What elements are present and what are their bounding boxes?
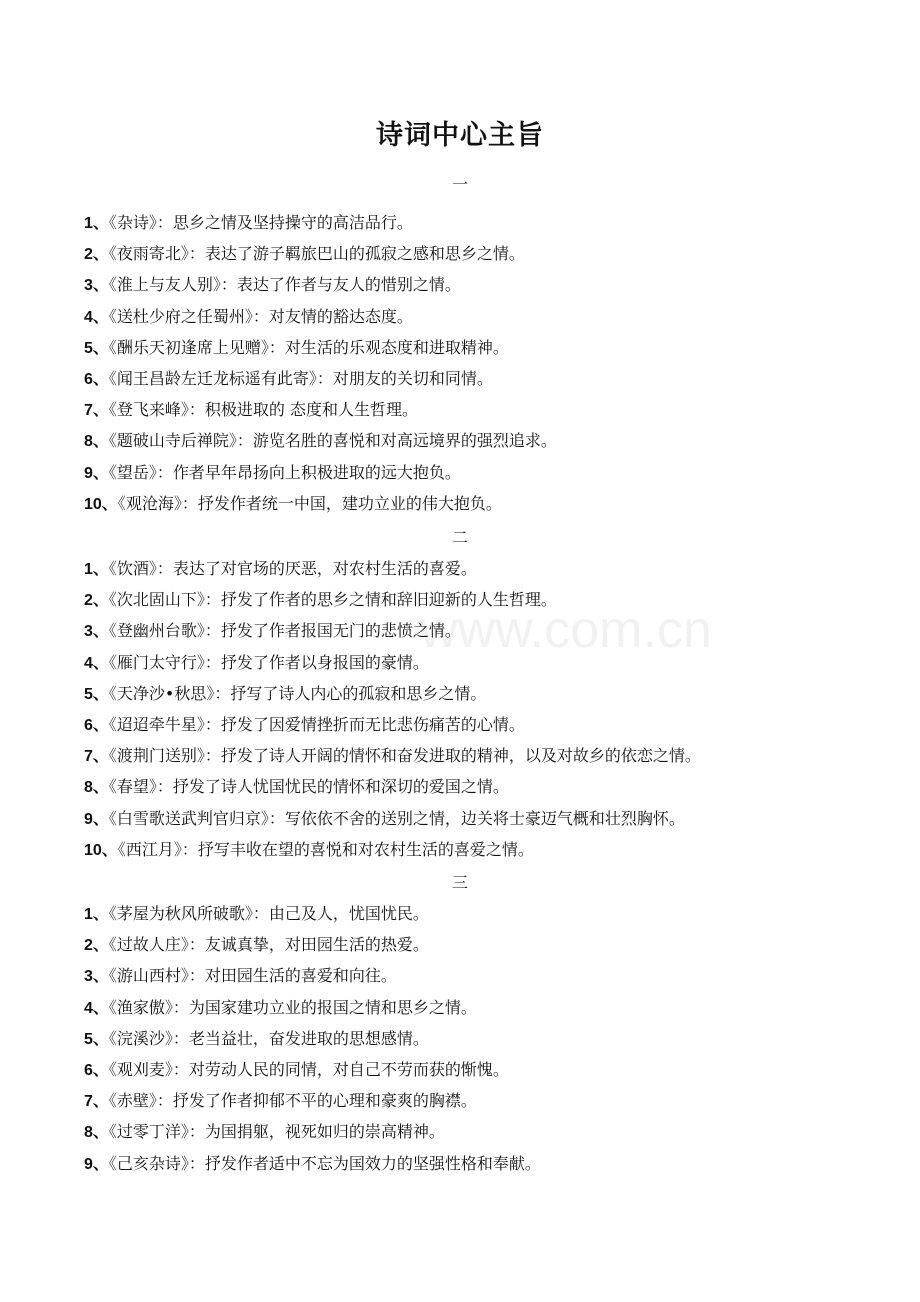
poem-title: 《闻王昌龄左迁龙标遥有此寄》： (108, 369, 333, 388)
theme-text: 为国家建功立业的报国之情和思乡之情。 (188, 998, 477, 1017)
item-number: 10、 (84, 842, 118, 859)
item-number: 9、 (84, 811, 109, 828)
poem-title: 《白雪歌送武判官归京》： (108, 809, 285, 828)
list-item (84, 903, 904, 926)
list-item (84, 745, 904, 768)
item-number: 2、 (84, 937, 109, 954)
list-item (84, 589, 904, 612)
item-number: 4、 (84, 655, 109, 672)
list-item (84, 493, 904, 516)
poem-title: 《西江月》： (117, 840, 198, 859)
list-item (84, 462, 904, 485)
item-number: 8、 (84, 779, 109, 796)
poem-title: 《雁门太守行》： (108, 653, 221, 672)
list-item (84, 1090, 904, 1113)
list-item (84, 212, 904, 235)
theme-text: 抒发了因爱情挫折而无比悲伤痛苦的心情。 (220, 715, 525, 734)
poem-title: 《登幽州台歌》： (108, 621, 221, 640)
item-number: 6、 (84, 1062, 109, 1079)
poem-title: 《迢迢牵牛星》： (108, 715, 221, 734)
section-heading: 三 (451, 873, 468, 892)
item-number: 9、 (84, 465, 109, 482)
page-title: 诗词中心主旨 (376, 120, 544, 151)
item-number: 3、 (84, 968, 109, 985)
theme-text: 对朋友的关切和同情。 (332, 369, 493, 388)
poem-title: 《赤壁》： (108, 1091, 173, 1110)
item-number: 2、 (84, 246, 109, 263)
list-item (84, 652, 904, 675)
item-number: 4、 (84, 309, 109, 326)
poem-title: 《天净沙•秋思》： (108, 684, 231, 703)
theme-text: 对生活的乐观态度和进取精神。 (284, 338, 509, 357)
poem-title: 《登飞来峰》： (108, 400, 205, 419)
theme-text: 对田园生活的喜爱和向往。 (204, 966, 397, 985)
item-number: 5、 (84, 1031, 109, 1048)
theme-text: 抒发了诗人开阔的情怀和奋发进取的精神，以及对故乡的依恋之情。 (220, 746, 701, 765)
list-item (84, 430, 904, 453)
theme-text: 友诚真挚，对田园生活的热爱。 (204, 935, 429, 954)
theme-text: 抒写了诗人内心的孤寂和思乡之情。 (230, 684, 487, 703)
poem-title: 《饮酒》： (108, 559, 173, 578)
item-number: 6、 (84, 717, 109, 734)
theme-text: 抒发了作者报国无门的悲愤之情。 (220, 621, 461, 640)
theme-text: 抒写丰收在望的喜悦和对农村生活的喜爱之情。 (197, 840, 534, 859)
poem-title: 《茅屋为秋风所破歌》： (108, 904, 269, 923)
theme-text: 表达了游子羁旅巴山的孤寂之感和思乡之情。 (204, 244, 525, 263)
theme-text: 表达了作者与友人的惜别之情。 (236, 275, 461, 294)
poem-title: 《过零丁洋》： (108, 1122, 205, 1141)
poem-title: 《游山西村》： (108, 966, 205, 985)
poem-title: 《次北固山下》： (108, 590, 221, 609)
section-heading: 一 (451, 175, 468, 194)
list-item (84, 934, 904, 957)
poem-title: 《望岳》： (108, 463, 173, 482)
poem-title: 《观沧海》： (117, 494, 198, 513)
poem-title: 《过故人庄》： (108, 935, 205, 954)
list-item (84, 337, 904, 360)
list-item (84, 368, 904, 391)
item-number: 1、 (84, 561, 109, 578)
theme-text: 老当益壮，奋发进取的思想感情。 (188, 1029, 429, 1048)
list-item (84, 558, 904, 581)
theme-text: 由己及人，忧国忧民。 (268, 904, 429, 923)
poem-title: 《题破山寺后禅院》： (108, 431, 253, 450)
item-number: 1、 (84, 906, 109, 923)
section-heading: 二 (451, 528, 468, 547)
list-item (84, 1153, 904, 1176)
theme-text: 思乡之情及坚持操守的高洁品行。 (172, 213, 413, 232)
theme-text: 抒发作者统一中国，建功立业的伟大抱负。 (197, 494, 502, 513)
theme-text: 抒发了作者抑郁不平的心理和豪爽的胸襟。 (172, 1091, 477, 1110)
poem-title: 《杂诗》： (108, 213, 173, 232)
theme-text: 对友情的豁达态度。 (268, 307, 413, 326)
list-item (84, 1059, 904, 1082)
poem-title: 《夜雨寄北》： (108, 244, 205, 263)
poem-title: 《送杜少府之任蜀州》： (108, 307, 269, 326)
item-number: 3、 (84, 277, 109, 294)
theme-text: 游览名胜的喜悦和对高远境界的强烈追求。 (252, 431, 557, 450)
list-item (84, 839, 904, 862)
item-number: 1、 (84, 215, 109, 232)
list-item (84, 683, 904, 706)
item-number: 10、 (84, 496, 118, 513)
item-number: 9、 (84, 1156, 109, 1173)
theme-text: 表达了对官场的厌恶，对农村生活的喜爱。 (172, 559, 477, 578)
poem-title: 《淮上与友人别》： (108, 275, 237, 294)
poem-title: 《春望》： (108, 777, 173, 796)
theme-text: 写依依不舍的送别之情，边关将士豪迈气概和壮烈胸怀。 (284, 809, 685, 828)
item-number: 7、 (84, 402, 109, 419)
theme-text: 抒发了作者以身报国的豪情。 (220, 653, 429, 672)
item-number: 5、 (84, 340, 109, 357)
list-item (84, 997, 904, 1020)
poem-title: 《渔家傲》： (108, 998, 189, 1017)
theme-text: 抒发了诗人忧国忧民的情怀和深切的爱国之情。 (172, 777, 509, 796)
list-item (84, 714, 904, 737)
poem-title: 《浣溪沙》： (108, 1029, 189, 1048)
item-number: 6、 (84, 371, 109, 388)
list-item (84, 306, 904, 329)
item-number: 8、 (84, 433, 109, 450)
poem-title: 《渡荆门送别》： (108, 746, 221, 765)
item-number: 7、 (84, 1093, 109, 1110)
list-item (84, 965, 904, 988)
list-item (84, 399, 904, 422)
item-number: 8、 (84, 1124, 109, 1141)
item-number: 2、 (84, 592, 109, 609)
theme-text: 作者早年昂扬向上积极进取的远大抱负。 (172, 463, 461, 482)
poem-title: 《己亥杂诗》： (108, 1154, 205, 1173)
theme-text: 对劳动人民的同情，对自己不劳而获的惭愧。 (188, 1060, 509, 1079)
list-item (84, 243, 904, 266)
list-item (84, 1028, 904, 1051)
list-item (84, 620, 904, 643)
theme-text: 抒发作者适中不忘为国效力的坚强性格和奉献。 (204, 1154, 541, 1173)
item-number: 3、 (84, 623, 109, 640)
theme-text: 为国捐躯，视死如归的崇高精神。 (204, 1122, 445, 1141)
theme-text: 抒发了作者的思乡之情和辞旧迎新的人生哲理。 (220, 590, 557, 609)
item-number: 4、 (84, 1000, 109, 1017)
poem-title: 《酬乐天初逢席上见赠》： (108, 338, 285, 357)
poem-title: 《观刈麦》： (108, 1060, 189, 1079)
list-item (84, 808, 904, 831)
item-number: 5、 (84, 686, 109, 703)
list-item (84, 274, 904, 297)
list-item (84, 776, 904, 799)
theme-text: 积极进取的 态度和人生哲理。 (204, 400, 419, 419)
watermark: www.com.cn (420, 601, 712, 659)
list-item (84, 1121, 904, 1144)
item-number: 7、 (84, 748, 109, 765)
